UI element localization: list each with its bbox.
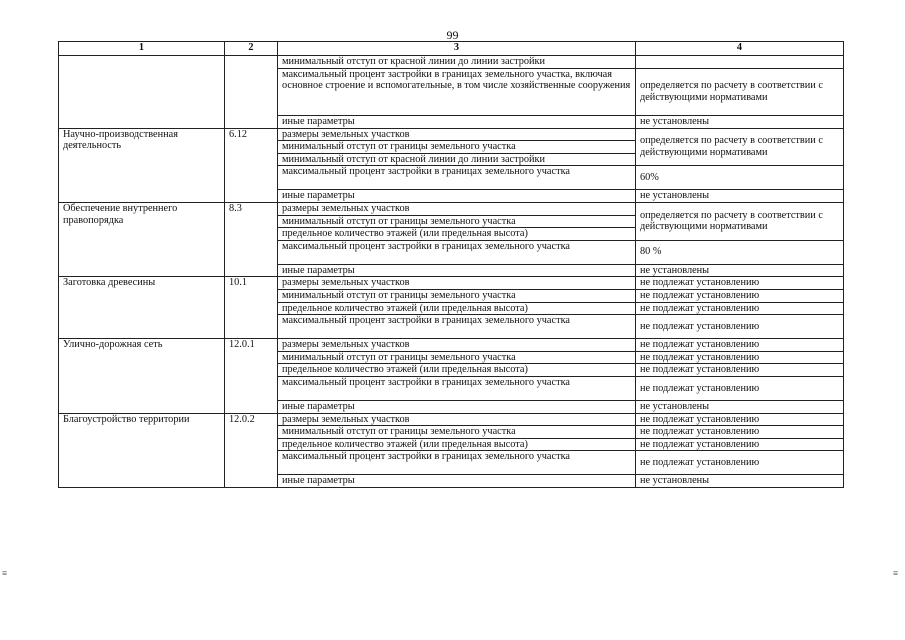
parameter-cell: иные параметры [278, 190, 636, 203]
parameter-cell: минимальный отступ от границы земельного участка [278, 215, 636, 228]
left-edge-mark: ≡ [2, 568, 8, 578]
value-cell: не установлены [636, 190, 844, 203]
value-cell: определяется по расчету в соответствии с действующими нормативами [636, 68, 844, 115]
parameter-cell: предельное количество этажей (или предельная высота) [278, 302, 636, 315]
header-row [59, 42, 844, 56]
parameter-cell: размеры земельных участков [278, 277, 636, 290]
value-cell: не подлежат установлению [636, 302, 844, 315]
header-col-4: 4 [636, 42, 844, 56]
header-col-1: 1 [59, 42, 225, 56]
group-name-cell: Благоустройство территории [59, 413, 225, 487]
value-cell: не подлежат установлению [636, 339, 844, 352]
parameter-cell: максимальный процент застройки в границах земельного участка [278, 240, 636, 264]
table-row [59, 413, 844, 426]
value-cell: определяется по расчету в соответствии с действующими нормативами [636, 128, 844, 166]
value-cell: не подлежат установлению [636, 351, 844, 364]
parameter-cell: размеры земельных участков [278, 128, 636, 141]
parameter-cell: максимальный процент застройки в границах земельного участка [278, 315, 636, 339]
group-name-cell: Улично-дорожная сеть [59, 339, 225, 413]
value-cell: 60% [636, 166, 844, 190]
parameter-cell: предельное количество этажей (или предельная высота) [278, 438, 636, 451]
value-cell: 80 % [636, 240, 844, 264]
value-cell: не подлежат установлению [636, 451, 844, 475]
parameter-cell: иные параметры [278, 264, 636, 277]
value-cell: определяется по расчету в соответствии с действующими нормативами [636, 202, 844, 240]
group-name-cell [59, 56, 225, 129]
group-code-cell: 12.0.2 [225, 413, 278, 487]
value-cell: не установлены [636, 115, 844, 128]
value-cell: не подлежат установлению [636, 277, 844, 290]
parameter-cell: минимальный отступ от границы земельного участка [278, 289, 636, 302]
parameter-cell: предельное количество этажей (или предельная высота) [278, 364, 636, 377]
parameter-cell: размеры земельных участков [278, 413, 636, 426]
group-code-cell: 8.3 [225, 202, 278, 276]
right-edge-mark: ≡ [893, 568, 899, 578]
group-code-cell: 6.12 [225, 128, 278, 202]
value-cell: не подлежат установлению [636, 315, 844, 339]
parameter-cell: иные параметры [278, 400, 636, 413]
parameter-cell: максимальный процент застройки в границах земельного участка [278, 451, 636, 475]
parameter-cell: минимальный отступ от границы земельного участка [278, 351, 636, 364]
zoning-parameters-table [58, 41, 844, 488]
parameter-cell: размеры земельных участков [278, 339, 636, 352]
value-cell [636, 56, 844, 69]
parameter-cell: максимальный процент застройки в границах земельного участка [278, 166, 636, 190]
group-name-cell: Заготовка древесины [59, 277, 225, 339]
parameter-cell: максимальный процент застройки в границах земельного участка [278, 376, 636, 400]
value-cell: не установлены [636, 400, 844, 413]
parameter-cell: предельное количество этажей (или предельная высота) [278, 228, 636, 241]
group-code-cell [225, 56, 278, 129]
value-cell: не установлены [636, 475, 844, 488]
parameter-cell: минимальный отступ от красной линии до линии застройки [278, 153, 636, 166]
table-row [59, 339, 844, 352]
value-cell: не подлежат установлению [636, 289, 844, 302]
parameter-cell: минимальный отступ от границы земельного участка [278, 426, 636, 439]
table-row [59, 202, 844, 215]
group-name-cell: Обеспечение внутреннего правопорядка [59, 202, 225, 276]
table-row [59, 277, 844, 290]
group-name-cell: Научно-производственная деятельность [59, 128, 225, 202]
table-row [59, 56, 844, 69]
value-cell: не подлежат установлению [636, 413, 844, 426]
value-cell: не установлены [636, 264, 844, 277]
page-number: 99 [446, 28, 459, 42]
parameter-cell: иные параметры [278, 475, 636, 488]
parameter-cell: минимальный отступ от границы земельного участка [278, 141, 636, 154]
header-col-3: 3 [278, 42, 636, 56]
parameter-cell: максимальный процент застройки в границах земельного участка, включая основное строение и вспомогательные, в том числе хозяйственные сооружения [278, 68, 636, 115]
parameter-cell: минимальный отступ от красной линии до линии застройки [278, 56, 636, 69]
value-cell: не подлежат установлению [636, 438, 844, 451]
value-cell: не подлежат установлению [636, 376, 844, 400]
table-row [59, 128, 844, 141]
value-cell: не подлежат установлению [636, 364, 844, 377]
parameter-cell: иные параметры [278, 115, 636, 128]
group-code-cell: 10.1 [225, 277, 278, 339]
group-code-cell: 12.0.1 [225, 339, 278, 413]
value-cell: не подлежат установлению [636, 426, 844, 439]
header-col-2: 2 [225, 42, 278, 56]
parameter-cell: размеры земельных участков [278, 202, 636, 215]
